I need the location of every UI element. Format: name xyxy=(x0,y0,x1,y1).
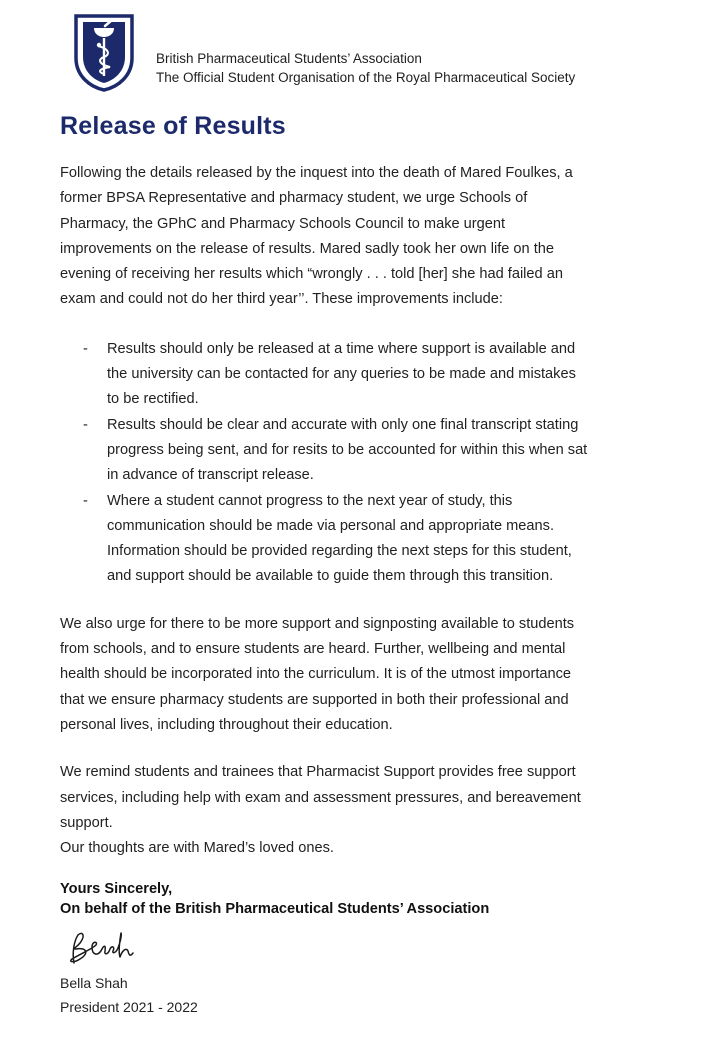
list-item-line: progress being sent, and for resits to be accounted for within this when sat xyxy=(107,441,588,458)
list-item-line: the university can be contacted for any queries to be made and mistakes xyxy=(107,366,576,383)
improvements-list xyxy=(60,337,660,590)
reminder-line: support. xyxy=(60,814,113,831)
signer-name: Bella Shah xyxy=(60,975,128,992)
pharmacy-shield-logo-icon xyxy=(72,14,136,92)
reminder-line: services, including help with exam and assessment pressures, and bereavement xyxy=(60,789,581,806)
letter-body xyxy=(60,161,660,1019)
bullet-dash: - xyxy=(83,340,88,357)
list-item xyxy=(60,413,660,489)
support-line: that we ensure pharmacy students are supported in both their professional and xyxy=(60,691,569,708)
letterhead xyxy=(72,14,692,94)
support-line: from schools, and to ensure students are heard. Further, wellbeing and mental xyxy=(60,641,566,658)
bullet-dash: - xyxy=(83,416,88,433)
intro-line: evening of receiving her results which “wrongly . . . told [her] she had failed an xyxy=(60,266,563,283)
list-item-line: Information should be provided regarding the next steps for this student, xyxy=(107,543,572,560)
on-behalf-line: On behalf of the British Pharmaceutical Students’ Association xyxy=(60,901,490,918)
salutation: Yours Sincerely, xyxy=(60,881,173,898)
intro-line: improvements on the release of results. Mared sadly took her own life on the xyxy=(60,240,555,257)
organisation-tagline: The Official Student Organisation of the Royal Pharmaceutical Society xyxy=(156,70,576,85)
closing-block xyxy=(60,879,660,919)
intro-line: Following the details released by the inquest into the death of Mared Foulkes, a xyxy=(60,165,573,181)
reminder-line: We remind students and trainees that Pharmacist Support provides free support xyxy=(60,764,576,781)
support-line: We also urge for there to be more support and signposting available to students xyxy=(60,615,575,632)
list-item-line: Results should be clear and accurate with only one final transcript stating xyxy=(107,416,579,433)
list-item xyxy=(60,489,660,590)
letter-title: Release of Results xyxy=(60,112,286,140)
handwritten-signature-icon xyxy=(62,929,148,969)
support-line: health should be incorporated into the curriculum. It is of the utmost importance xyxy=(60,666,572,683)
reminder-paragraph xyxy=(60,760,660,861)
support-line: personal lives, including throughout their education. xyxy=(60,716,393,733)
intro-line: former BPSA Representative and pharmacy student, we urge Schools of xyxy=(60,190,528,207)
list-item-line: Where a student cannot progress to the next year of study, this xyxy=(107,492,513,509)
organisation-block xyxy=(156,49,575,87)
support-paragraph xyxy=(60,612,660,738)
list-item-line: to be rectified. xyxy=(107,391,199,408)
organisation-name: British Pharmaceutical Students’ Association xyxy=(156,51,422,66)
intro-paragraph xyxy=(60,161,660,313)
bullet-dash: - xyxy=(83,492,88,509)
signer-block xyxy=(60,971,660,1019)
thoughts-line: Our thoughts are with Mared’s loved ones. xyxy=(60,840,334,857)
list-item xyxy=(60,337,660,413)
intro-line: Pharmacy, the GPhC and Pharmacy Schools Council to make urgent xyxy=(60,215,506,232)
list-item-line: and support should be available to guide them through this transition. xyxy=(107,568,554,585)
signer-role: President 2021 - 2022 xyxy=(60,999,198,1016)
list-item-line: communication should be made via personal and appropriate means. xyxy=(107,517,554,534)
list-item-line: Results should only be released at a time where support is available and xyxy=(107,340,576,357)
list-item-line: in advance of transcript release. xyxy=(107,467,314,484)
intro-line: exam and could not do her third year’’. These improvements include: xyxy=(60,291,503,308)
